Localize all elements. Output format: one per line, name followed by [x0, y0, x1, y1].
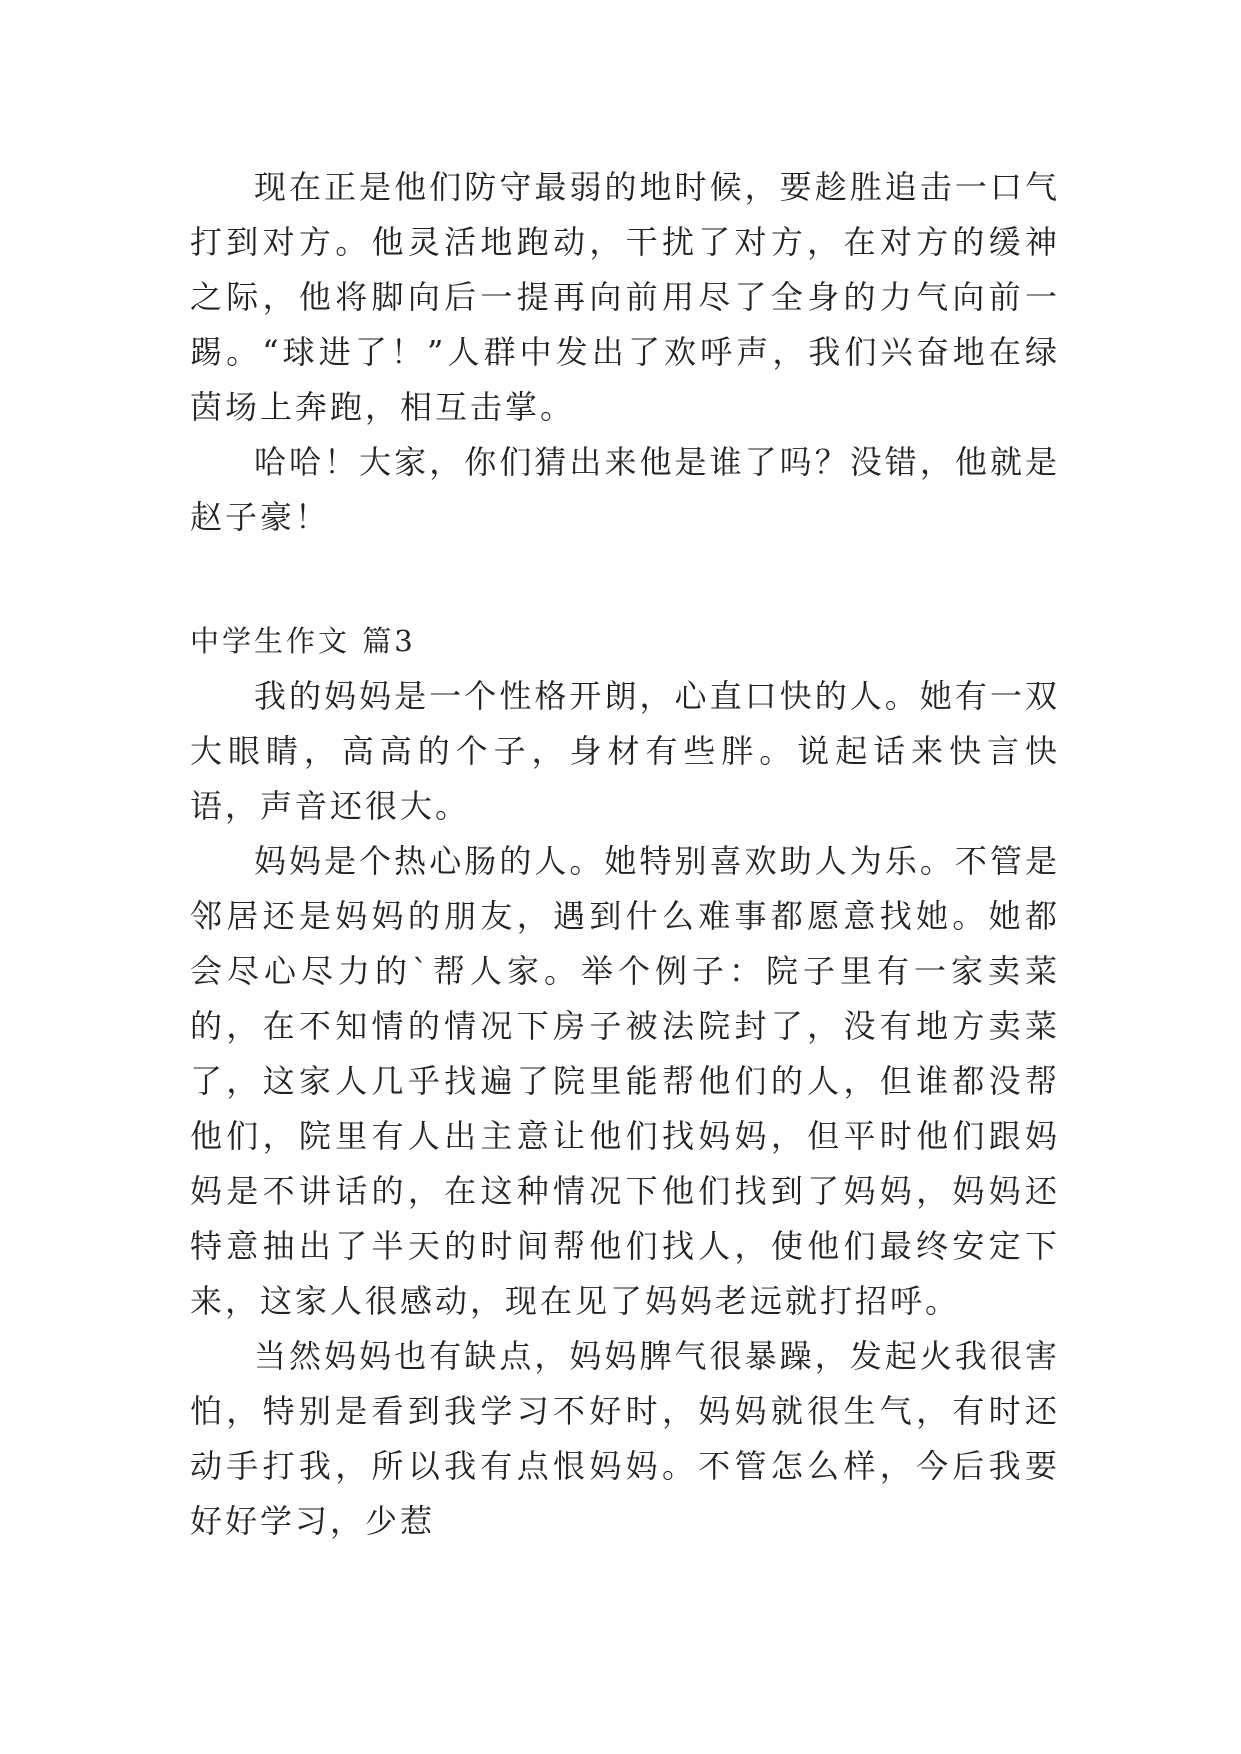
paragraph-mother-flaws: 当然妈妈也有缺点，妈妈脾气很暴躁，发起火我很害怕，特别是看到我学习不好时，妈妈就很生气，有时还动手打我，所以我有点恨妈妈。不管怎么样，今后我要好好学习，少惹	[190, 1337, 1060, 1540]
paragraph-mother-helpful: 妈妈是个热心肠的人。她特别喜欢助人为乐。不管是邻居还是妈妈的朋友，遇到什么难事都愿意找她。她都会尽心尽力的`帮人家。举个例子：院子里有一家卖菜的，在不知情的情况下房子被法院封了，没有地方卖菜了，这家人几乎找遍了院里能帮他们的人，但谁都没帮他们，院里有人出主意让他们找妈妈，但平时他们跟妈妈是不讲话的，在这种情况下他们找到了妈妈，妈妈还特意抽出了半天的时间帮他们找人，使他们最终安定下来，这家人很感动，现在见了妈妈老远就打招呼。	[190, 842, 1060, 1320]
section-title: 中学生作文 篇3	[190, 624, 416, 658]
document-body	[190, 160, 1060, 1549]
paragraph-football-goal: 现在正是他们防守最弱的地时候，要趁胜追击一口气打到对方。他灵活地跑动，干扰了对方，在对方的缓神之际，他将脚向后一提再向前用尽了全身的力气向前一踢。“球进了！”人群中发出了欢呼声，我们兴奋地在绿茵场上奔跑，相互击掌。	[190, 168, 1060, 426]
paragraph-reveal-name: 哈哈！大家，你们猜出来他是谁了吗？没错，他就是赵子豪！	[190, 443, 1060, 536]
paragraph-mother-intro: 我的妈妈是一个性格开朗，心直口快的人。她有一双大眼睛，高高的个子，身材有些胖。说起话来快言快语，声音还很大。	[190, 677, 1060, 825]
